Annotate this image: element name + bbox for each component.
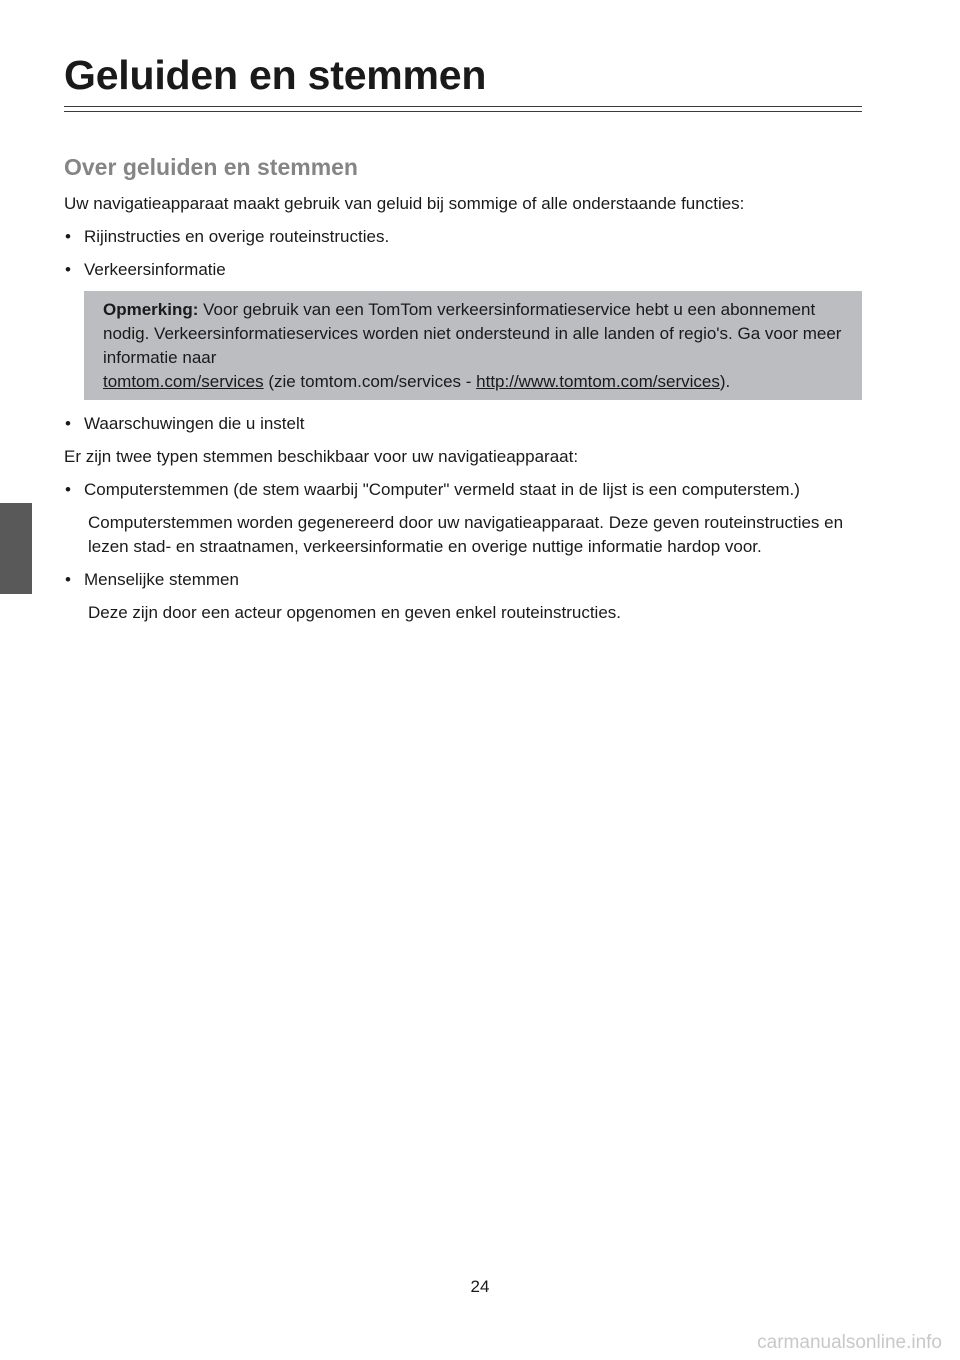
- list-item: [64, 568, 864, 592]
- chapter-side-tab: [0, 503, 32, 594]
- functions-list: [64, 225, 864, 282]
- bullet-icon: •: [65, 414, 71, 433]
- intro-paragraph: Uw navigatieapparaat maakt gebruik van geluid bij sommige of alle onderstaande functies:: [64, 194, 745, 213]
- voice-title: Computerstemmen (de stem waarbij "Computer" vermeld staat in de lijst is een computerstem.): [84, 480, 800, 499]
- main-content: [64, 150, 864, 634]
- list-item: [64, 412, 864, 436]
- page-number: 24: [470, 1277, 490, 1296]
- bullet-icon: •: [65, 480, 71, 499]
- list-item-text: Waarschuwingen die u instelt: [84, 414, 305, 433]
- note-text: Voor gebruik van een TomTom verkeersinformatieservice hebt u een abonnement nodig. Verkeersinformatieservices worden niet ondersteund in alle landen of regio's. Ga voor meer informatie naar: [103, 300, 842, 367]
- tomtom-services-link[interactable]: tomtom.com/services: [103, 372, 264, 391]
- tomtom-services-url-link[interactable]: http://www.tomtom.com/services: [476, 372, 720, 391]
- voice-description: Computerstemmen worden gegenereerd door uw navigatieapparaat. Deze geven routeinstructies en lezen stad- en straatnamen, verkeersinformatie en overige nuttige informatie hardop voor.: [88, 513, 844, 556]
- list-item-text: Verkeersinformatie: [84, 260, 226, 279]
- bullet-icon: •: [65, 260, 71, 279]
- bullet-icon: •: [65, 227, 71, 246]
- watermark: carmanualsonline.info: [757, 1332, 942, 1353]
- page-title: Geluiden en stemmen: [64, 52, 487, 98]
- section-heading: Over geluiden en stemmen: [64, 154, 358, 180]
- title-rule-thin: [64, 111, 862, 112]
- voice-title: Menselijke stemmen: [84, 570, 239, 589]
- voice-description: Deze zijn door een acteur opgenomen en geven enkel routeinstructies.: [88, 603, 622, 622]
- note-label: Opmerking:: [103, 300, 199, 319]
- list-item-text: Rijinstructies en overige routeinstructies.: [84, 227, 390, 246]
- list-item: [64, 478, 864, 502]
- bullet-icon: •: [65, 570, 71, 589]
- list-item: [64, 258, 864, 282]
- note-end-text: ).: [719, 372, 731, 391]
- list-item: [64, 225, 864, 249]
- voices-list: [64, 478, 864, 502]
- functions-list-continued: [64, 412, 864, 436]
- voices-intro-paragraph: Er zijn twee typen stemmen beschikbaar voor uw navigatieapparaat:: [64, 447, 579, 466]
- note-middle-text: (zie tomtom.com/services -: [263, 372, 477, 391]
- voices-list-continued: [64, 568, 864, 592]
- note-box: [84, 291, 862, 400]
- title-rule-thick: [64, 106, 862, 107]
